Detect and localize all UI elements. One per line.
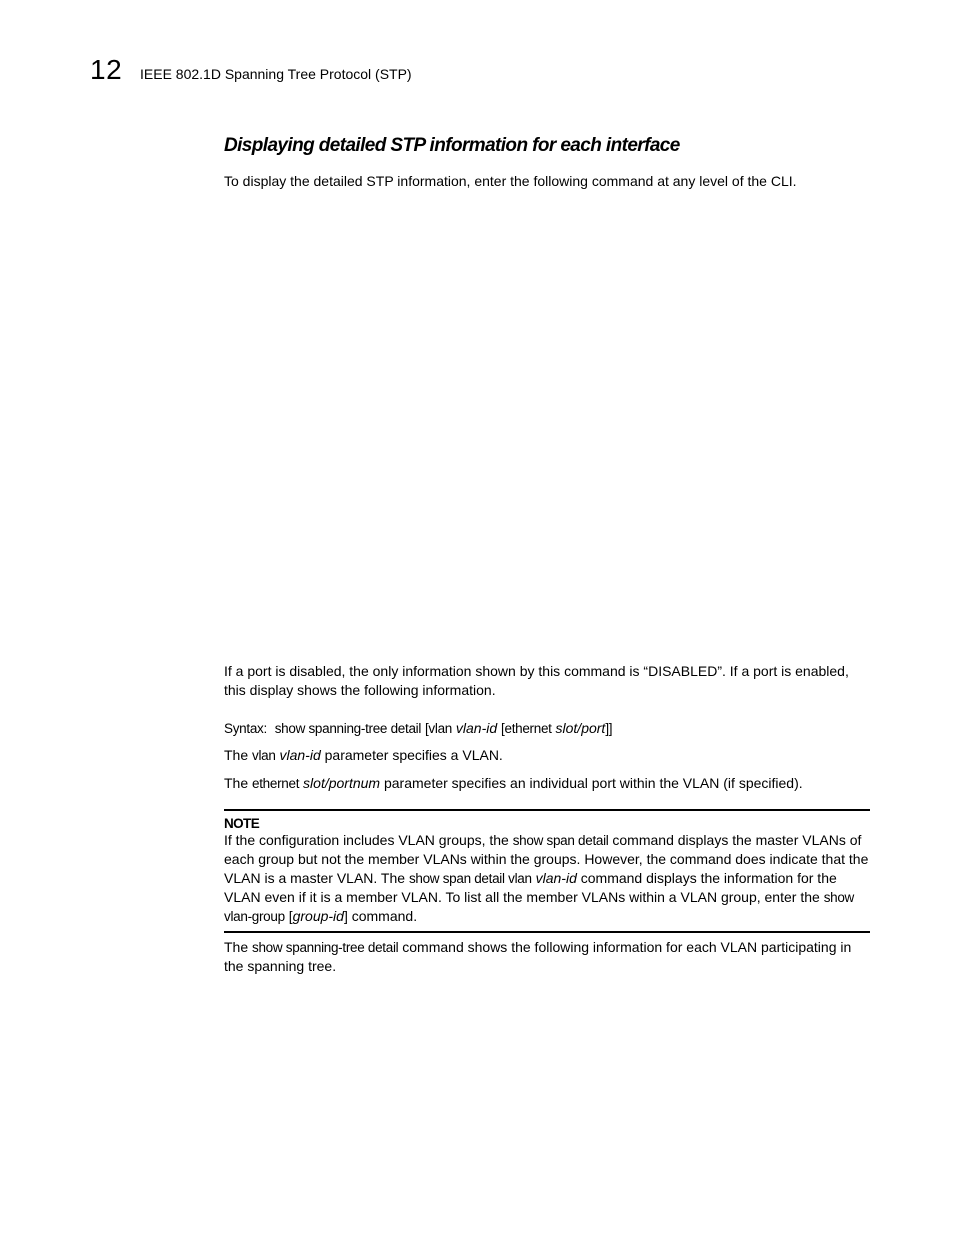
disabled-paragraph: If a port is disabled, the only information shown by this command is “DISABLED”. If a port is enabled, this display shows the following information. <box>224 663 849 698</box>
ethernet-param-paragraph <box>224 774 864 793</box>
vlan-param-paragraph <box>224 746 864 765</box>
note-command-2: show span detail vlan <box>408 871 532 886</box>
chapter-number: 12 <box>90 54 123 85</box>
syntax-port-var: slot/port <box>555 720 606 736</box>
vlan-param-keyword: vlan <box>252 748 276 763</box>
note-text-1: If the configuration includes VLAN groups, the <box>224 832 509 848</box>
eth-param-keyword: ethernet <box>252 776 300 791</box>
syntax-command: show spanning-tree detail <box>274 721 422 736</box>
note-var-2: group-id <box>292 908 344 924</box>
show-detail-paragraph <box>224 938 864 976</box>
syntax-ethernet-keyword: [ethernet <box>501 721 552 736</box>
syntax-vlan-var: vlan-id <box>455 720 498 736</box>
chapter-title: IEEE 802.1D Spanning Tree Protocol (STP) <box>140 66 412 82</box>
eth-param-pre: The <box>224 775 249 791</box>
vlan-param-post: parameter specifies a VLAN. <box>324 747 503 763</box>
note-bracket: [ <box>288 908 293 924</box>
syntax-vlan-keyword: [vlan <box>424 721 452 736</box>
note-label: NOTE <box>224 816 260 831</box>
syntax-line <box>224 719 864 738</box>
show-para-command: show spanning-tree detail <box>252 940 399 955</box>
note-box <box>224 809 870 933</box>
note-var-1: vlan-id <box>535 870 577 886</box>
eth-param-var: slot/portnum <box>303 775 381 791</box>
note-text-4: ] command. <box>343 908 418 924</box>
show-para-post: command shows the following information for each VLAN participating in the spanning tree. <box>224 939 852 974</box>
eth-param-post: parameter specifies an individual port within the VLAN (if specified). <box>383 775 803 791</box>
vlan-param-pre: The <box>224 747 249 763</box>
vlan-param-var: vlan-id <box>279 747 321 763</box>
note-command-3: show vlan-group <box>224 890 855 924</box>
intro-paragraph: To display the detailed STP information, enter the following command at any level of the CLI. <box>224 173 797 189</box>
note-command-1: show span detail <box>512 833 609 848</box>
show-para-pre: The <box>224 939 249 955</box>
syntax-close: ]] <box>605 721 613 736</box>
section-heading: Displaying detailed STP information for each interface <box>224 135 680 156</box>
note-text-2: command displays the master VLANs of each group but not the member VLANs within the groups. However, the command does indicate that the VLAN is a master VLAN. The <box>224 832 869 886</box>
note-text-3: command displays the information for the VLAN even if it is a member VLAN. To list all the member VLANs within a VLAN group, enter the <box>224 870 837 905</box>
note-text <box>224 831 870 926</box>
syntax-label: Syntax: <box>224 721 267 736</box>
